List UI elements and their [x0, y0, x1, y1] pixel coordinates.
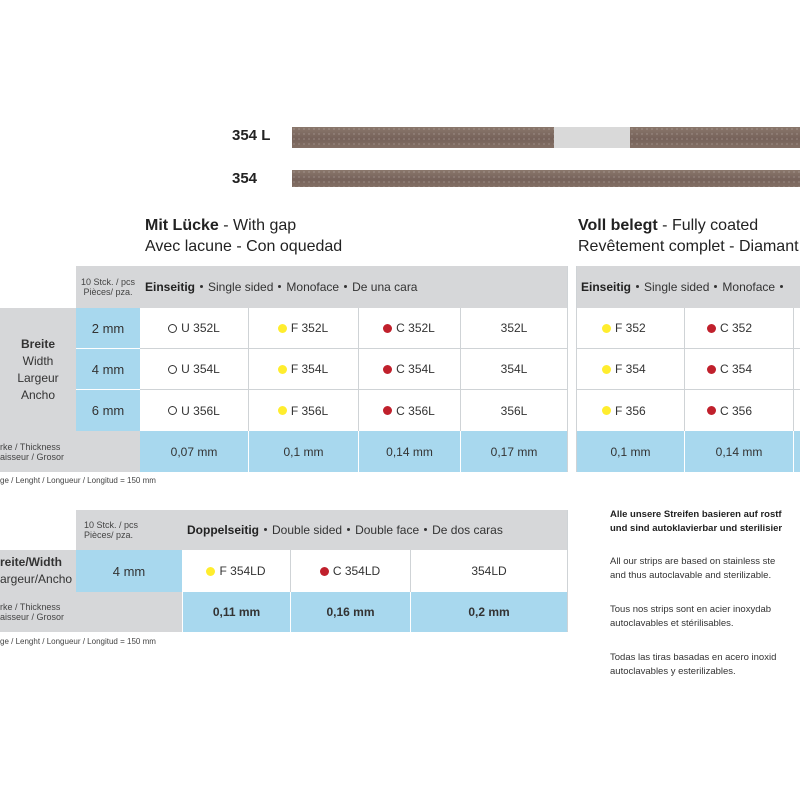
size-cell: 4 mm — [76, 550, 182, 592]
table-cell: F 354 — [576, 349, 684, 389]
table-cell: F 352 — [576, 308, 684, 348]
grid-line — [567, 266, 568, 472]
thickness-value: 0,1 mm — [249, 431, 358, 472]
table-cell: 354L — [460, 349, 568, 389]
size-cell: 6 mm — [76, 390, 140, 431]
fully-coated-title: Voll belegt - Fully coated — [578, 217, 759, 234]
fully-coated-subtitle: Revêtement complet - Diamant — [578, 238, 799, 255]
size-cell: 2 mm — [76, 308, 140, 348]
open-circle-icon — [168, 324, 177, 333]
table-cell: C 356L — [358, 390, 460, 431]
table-cell: C 352 — [685, 308, 793, 348]
table-cell: F 354LD — [182, 550, 290, 592]
table-cell: C 354 — [685, 349, 793, 389]
red-dot-icon — [383, 324, 392, 333]
thickness-value: 0,2 mm — [411, 592, 567, 632]
table-cell: U 356L — [140, 390, 248, 431]
strip-354l-right — [630, 127, 800, 148]
info-paragraph-de: Alle unsere Streifen basieren auf rostf und sind autoklavierbar und sterilisier — [610, 509, 783, 534]
grid-line — [358, 308, 359, 431]
thickness-value: 0,14 mm — [359, 431, 460, 472]
table-cell: 354LD — [410, 550, 568, 592]
strip-label-354l: 354 L — [232, 127, 271, 144]
table-header-single-sided: Einseitig Single sided Monoface — [576, 266, 800, 308]
grid-line — [567, 510, 568, 632]
length-footnote: ge / Lenght / Longueur / Longitud = 150 mm — [0, 476, 156, 485]
size-cell: 4 mm — [76, 349, 140, 389]
table-cell: F 356 — [576, 390, 684, 431]
with-gap-subtitle: Avec lacune - Con oquedad — [145, 238, 343, 255]
table-cell: F 356L — [248, 390, 358, 431]
thickness-value: 0,07 mm — [140, 431, 248, 472]
red-dot-icon — [383, 406, 392, 415]
table-cell: F 352L — [248, 308, 358, 348]
grid-line — [460, 308, 461, 431]
table-header-single-sided: Einseitig Single sided Monoface De una cara — [140, 266, 568, 308]
open-circle-icon — [168, 365, 177, 374]
yellow-dot-icon — [602, 365, 611, 374]
table-cell: 352L — [460, 308, 568, 348]
table-header-double-sided: Doppelseitig Double sided Double face De dos caras — [182, 510, 568, 550]
grid-line — [684, 308, 685, 431]
width-label: reite/Width argeur/Ancho — [0, 550, 76, 592]
strip-354 — [292, 170, 800, 187]
thickness-value: 0,11 mm — [183, 592, 290, 632]
open-circle-icon — [168, 406, 177, 415]
yellow-dot-icon — [278, 365, 287, 374]
strip-354l-left — [292, 127, 554, 148]
table-cell: C 354L — [358, 349, 460, 389]
red-dot-icon — [707, 406, 716, 415]
red-dot-icon — [383, 365, 392, 374]
thickness-value: 0,1 mm — [577, 431, 684, 472]
pack-label: 10 Stck. / pcs Pièces/ pza. — [76, 510, 182, 550]
grid-line — [793, 308, 794, 431]
thickness-value: 0,16 mm — [291, 592, 410, 632]
grid-line — [140, 389, 568, 390]
info-paragraph-es: Todas las tiras basadas en acero inoxid autoclavables y esterilizables. — [610, 652, 777, 677]
table-cell: C 352L — [358, 308, 460, 348]
table-cell: F 354L — [248, 349, 358, 389]
yellow-dot-icon — [278, 324, 287, 333]
thickness-value-cut — [794, 431, 800, 472]
yellow-dot-icon — [602, 324, 611, 333]
info-paragraph-fr: Tous nos strips sont en acier inoxydab autoclavables et stérilisables. — [610, 604, 772, 629]
width-label: Breite Width Largeur Ancho — [0, 308, 76, 431]
strip-label-354: 354 — [232, 170, 258, 187]
grid-line — [290, 550, 291, 592]
table-cell: U 352L — [140, 308, 248, 348]
grid-line — [140, 348, 568, 349]
yellow-dot-icon — [602, 406, 611, 415]
red-dot-icon — [320, 567, 329, 576]
length-footnote: ge / Lenght / Longueur / Longitud = 150 mm — [0, 637, 156, 646]
strip-354l-gap — [554, 127, 630, 148]
thickness-value: 0,14 mm — [685, 431, 793, 472]
table-cell: C 356 — [685, 390, 793, 431]
grid-line — [576, 389, 800, 390]
table-cell: 356L — [460, 390, 568, 431]
thickness-value: 0,17 mm — [461, 431, 567, 472]
red-dot-icon — [707, 365, 716, 374]
table-cell: C 354LD — [290, 550, 410, 592]
grid-line — [410, 550, 411, 592]
thickness-label: rke / Thickness aisseur / Grosor — [0, 592, 182, 632]
pack-label: 10 Stck. / pcs Pièces/ pza. — [76, 266, 140, 308]
info-paragraph-en: All our strips are based on stainless ste and thus autoclavable and sterilizable. — [610, 556, 776, 581]
with-gap-title: Mit Lücke - With gap — [145, 217, 297, 234]
red-dot-icon — [707, 324, 716, 333]
yellow-dot-icon — [278, 406, 287, 415]
grid-line — [248, 308, 249, 431]
thickness-label: rke / Thickness aisseur / Grosor — [0, 431, 140, 472]
table-cell: U 354L — [140, 349, 248, 389]
yellow-dot-icon — [206, 567, 215, 576]
grid-line — [576, 348, 800, 349]
